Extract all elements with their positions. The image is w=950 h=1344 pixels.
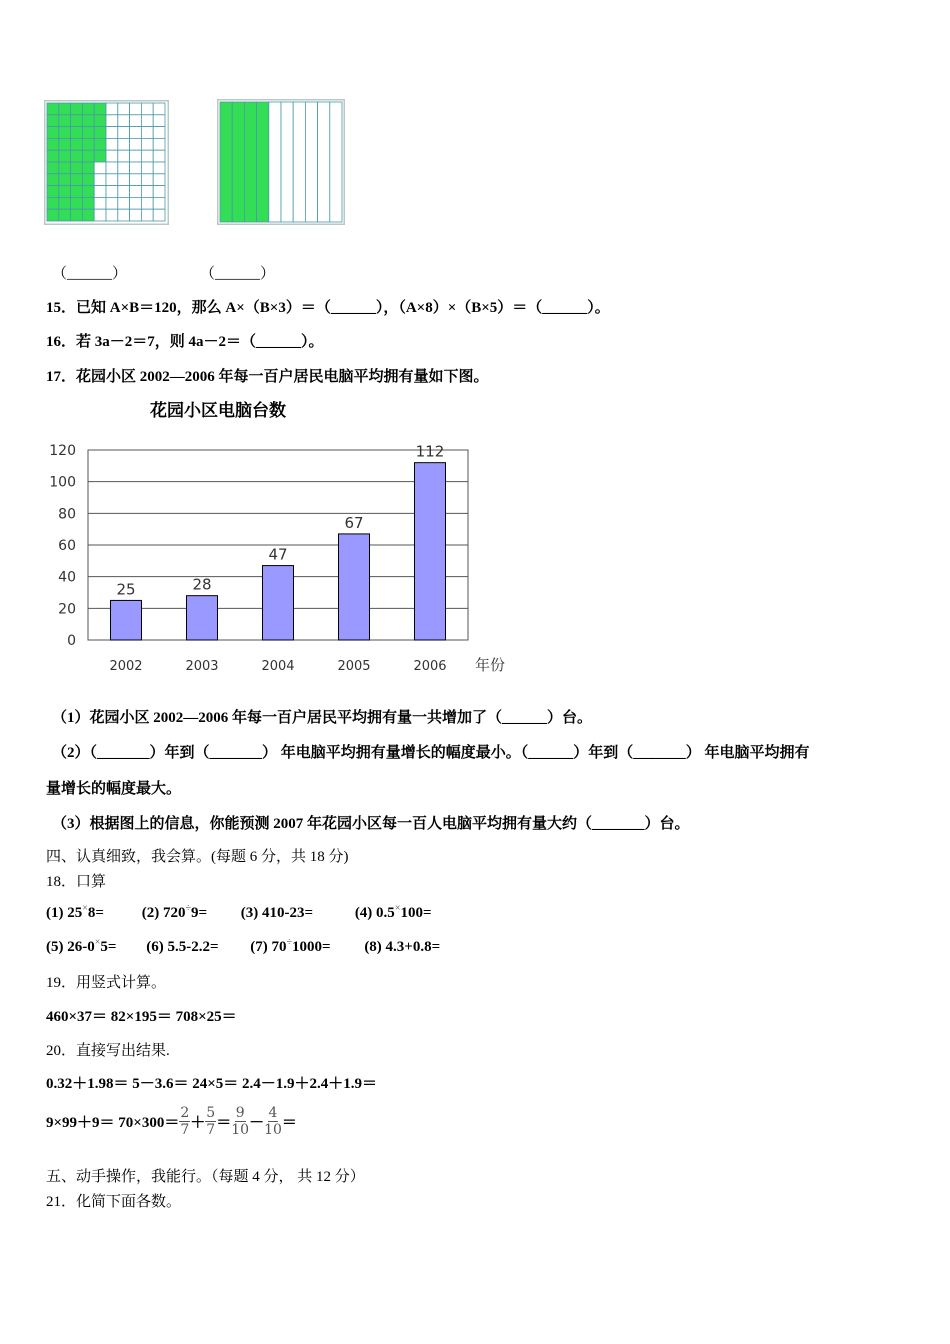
grid-cell (106, 103, 118, 115)
grid-column (232, 102, 244, 222)
equals-sign: ＝ (281, 1114, 297, 1131)
grid-cell (71, 127, 83, 139)
item-7b: 1000= (292, 939, 331, 955)
grid-cell (141, 127, 153, 139)
y-tick-label: 120 (49, 443, 76, 459)
chart-title: 花园小区电脑台数 (150, 401, 286, 421)
question-20-row-1: 0.32＋1.98＝ 5－3.6＝ 24×5＝ 2.4－1.9＋2.4＋1.9＝ (46, 1076, 378, 1092)
grid-cell (47, 138, 59, 150)
times-sign: × (82, 903, 88, 914)
grid-column (330, 102, 342, 222)
divide-sign: ÷ (286, 937, 292, 948)
y-tick-label: 80 (58, 506, 76, 523)
grid-cell (94, 150, 106, 162)
grid-cell (71, 197, 83, 209)
grid-cell (130, 127, 142, 139)
grid-cell (106, 150, 118, 162)
grid-cell (153, 138, 165, 150)
grid-column (257, 102, 269, 222)
grid-cell (59, 138, 71, 150)
grid-cell (118, 209, 130, 221)
grid-cell (153, 115, 165, 127)
times-sign: × (94, 937, 101, 948)
grid-cell (94, 186, 106, 198)
grid-cell (47, 174, 59, 186)
grid-cell (47, 209, 59, 221)
x-axis-label: 年份 (474, 656, 506, 674)
grid-cell (82, 115, 94, 127)
data-label: 25 (116, 580, 136, 599)
grid-column (244, 102, 256, 222)
grid-column (281, 102, 293, 222)
grid-cell (106, 127, 118, 139)
grid-cell (153, 197, 165, 209)
grid-cell (130, 209, 142, 221)
grid-cell (153, 162, 165, 174)
grid-cell (130, 138, 142, 150)
item-1b: 8= (87, 905, 104, 921)
grid-cell (118, 197, 130, 209)
grid-cell (94, 138, 106, 150)
grid-column (305, 102, 317, 222)
item-2b: 9= (190, 905, 208, 921)
mental-math-row-1 (46, 903, 432, 922)
grid-cell (153, 174, 165, 186)
bar-chart (40, 392, 520, 687)
grid-cell (71, 103, 83, 115)
fraction: $\frac{4}{10}$ (264, 1104, 282, 1138)
grid-cell (82, 174, 94, 186)
data-label: 112 (415, 442, 445, 461)
question-17: 17．花园小区 2002—2006 年每一百户居民电脑平均拥有量如下图。 (46, 369, 489, 385)
grid-cell (118, 103, 130, 115)
grid-cell (82, 162, 94, 174)
grid-cell (118, 115, 130, 127)
item-5b: 5= (100, 939, 117, 955)
grid-cell (47, 186, 59, 198)
question-17-part-2: （2）（_______）年到（_______） 年电脑平均拥有量增长的幅度最小。（______）年到（_______） 年电脑平均拥有 (52, 745, 810, 761)
grid-cell (47, 115, 59, 127)
grid-cell (130, 162, 142, 174)
grid-answer-2: （______） (200, 266, 276, 282)
data-label: 67 (344, 513, 364, 532)
y-tick-label: 20 (58, 601, 76, 618)
grid-cell (82, 150, 94, 162)
question-21: 21．化简下面各数。 (46, 1194, 182, 1210)
section-5-heading: 五、动手操作，我能行。（每题 4 分， 共 12 分） (46, 1169, 365, 1185)
grid-cell (141, 197, 153, 209)
question-19-title: 19．用竖式计算。 (46, 975, 167, 991)
grid-cell (47, 150, 59, 162)
data-label: 47 (268, 545, 288, 564)
grid-cell (82, 186, 94, 198)
grid-cell (118, 127, 130, 139)
grid-cell (118, 174, 130, 186)
grid-cell (59, 115, 71, 127)
grid-cell (71, 150, 83, 162)
grid-cell (59, 150, 71, 162)
grid-cell (118, 162, 130, 174)
grid-cell (153, 186, 165, 198)
mental-math-row-2 (46, 937, 440, 956)
grid-cell (47, 197, 59, 209)
grid-cell (94, 209, 106, 221)
fraction: $\frac{5}{7}$ (206, 1104, 216, 1138)
grid-cell (71, 115, 83, 127)
y-tick-label: 40 (58, 569, 76, 586)
grid-cell (71, 209, 83, 221)
question-16: 16．若 3a－2＝7，则 4a－2＝（______）。 (46, 334, 324, 350)
y-tick-label: 0 (67, 633, 76, 649)
grid-cell (59, 174, 71, 186)
grid-cell (106, 174, 118, 186)
grid-cell (141, 150, 153, 162)
grid-cell (59, 103, 71, 115)
grid-cell (82, 138, 94, 150)
grid-cell (59, 162, 71, 174)
fraction: $\frac{2}{7}$ (180, 1104, 190, 1138)
grid-figure-1 (44, 100, 169, 225)
grid-column (269, 102, 281, 222)
times-sign: × (394, 903, 401, 914)
bar (415, 463, 446, 640)
y-tick-label: 60 (58, 538, 76, 554)
question-17-part-2-cont: 量增长的幅度最大。 (46, 781, 182, 797)
grid-cell (71, 162, 83, 174)
grid-column (220, 102, 232, 222)
grid-cell (153, 209, 165, 221)
grid-cell (130, 197, 142, 209)
minus-sign: － (249, 1114, 265, 1131)
grid-cell (47, 127, 59, 139)
grid-cell (153, 103, 165, 115)
grid-cell (130, 103, 142, 115)
question-20-row-2 (46, 1101, 297, 1141)
question-19-items: 460×37＝ 82×195＝ 708×25＝ (46, 1009, 237, 1025)
item-7a: (7) 70 (250, 939, 287, 955)
grid-cell (106, 209, 118, 221)
x-tick-label: 2003 (185, 659, 219, 674)
equals-sign: ＝ (216, 1114, 232, 1131)
grid-cell (71, 174, 83, 186)
grid-cell (82, 197, 94, 209)
bar (263, 566, 294, 640)
question-17-part-3: （3）根据图上的信息，你能预测 2007 年花园小区每一百人电脑平均拥有量大约（_______）台。 (52, 816, 690, 832)
grid-cell (141, 138, 153, 150)
grid-cell (130, 174, 142, 186)
grid-cell (106, 197, 118, 209)
question-20-title: 20．直接写出结果. (46, 1043, 170, 1059)
grid-cell (153, 127, 165, 139)
grid-cell (106, 115, 118, 127)
item-3: (3) 410-23= (240, 905, 314, 921)
grid-cell (82, 103, 94, 115)
item-8: (8) 4.3+0.8= (364, 939, 441, 955)
item-2a: (2) 720 (141, 905, 186, 921)
plus-sign: ＋ (190, 1114, 206, 1131)
grid-cell (141, 115, 153, 127)
grid-cell (141, 209, 153, 221)
x-tick-label: 2002 (109, 659, 143, 674)
item-5a: (5) 26-0 (46, 939, 95, 955)
divide-sign: ÷ (185, 903, 191, 914)
grid-cell (94, 174, 106, 186)
section-4-heading: 四、认真细致，我会算。(每题 6 分，共 18 分) (46, 849, 349, 865)
q20-row2-text: 9×99＋9＝ 70×300＝ (46, 1114, 180, 1131)
question-15: 15．已知 A×B＝120，那么 A×（B×3）＝（______），（A×8）×（B×5）＝（______）。 (46, 300, 610, 316)
bar (111, 600, 142, 640)
grid-cell (59, 186, 71, 198)
grid-cell (94, 197, 106, 209)
grid-cell (59, 197, 71, 209)
grid-cell (130, 150, 142, 162)
grid-cell (106, 162, 118, 174)
item-6: (6) 5.5-2.2= (146, 939, 219, 955)
grid-cell (82, 209, 94, 221)
fraction: $\frac{9}{10}$ (231, 1104, 250, 1138)
x-tick-label: 2006 (413, 659, 447, 674)
grid-cell (118, 138, 130, 150)
grid-cell (130, 186, 142, 198)
grid-column (293, 102, 305, 222)
grid-cell (47, 162, 59, 174)
grid-cell (141, 174, 153, 186)
item-1a: (1) 25 (46, 905, 83, 921)
grid-cell (94, 115, 106, 127)
grid-cell (47, 103, 59, 115)
question-18-title: 18．口算 (46, 874, 107, 890)
data-label: 28 (192, 575, 212, 594)
grid-cell (141, 103, 153, 115)
grid-cell (130, 115, 142, 127)
grid-cell (82, 127, 94, 139)
bar (187, 596, 218, 640)
grid-cell (118, 186, 130, 198)
grid-figure-2 (217, 99, 345, 225)
x-tick-label: 2004 (261, 659, 295, 674)
grid-cell (94, 103, 106, 115)
y-tick-label: 100 (49, 474, 76, 491)
grid-cell (153, 150, 165, 162)
grid-cell (94, 162, 106, 174)
item-4a: (4) 0.5 (354, 905, 395, 921)
item-4b: 100= (400, 905, 432, 921)
grid-column (318, 102, 330, 222)
grid-answer-1: （______） (52, 266, 128, 282)
grid-cell (106, 138, 118, 150)
question-17-part-1: （1）花园小区 2002—2006 年每一百户居民平均拥有量一共增加了（______）台。 (52, 710, 593, 726)
grid-cell (118, 150, 130, 162)
grid-cell (59, 209, 71, 221)
grid-cell (59, 127, 71, 139)
grid-cell (141, 186, 153, 198)
x-tick-label: 2005 (337, 659, 371, 674)
grid-cell (94, 127, 106, 139)
bar (339, 534, 370, 640)
grid-cell (71, 138, 83, 150)
grid-cell (71, 186, 83, 198)
grid-cell (106, 186, 118, 198)
grid-cell (141, 162, 153, 174)
